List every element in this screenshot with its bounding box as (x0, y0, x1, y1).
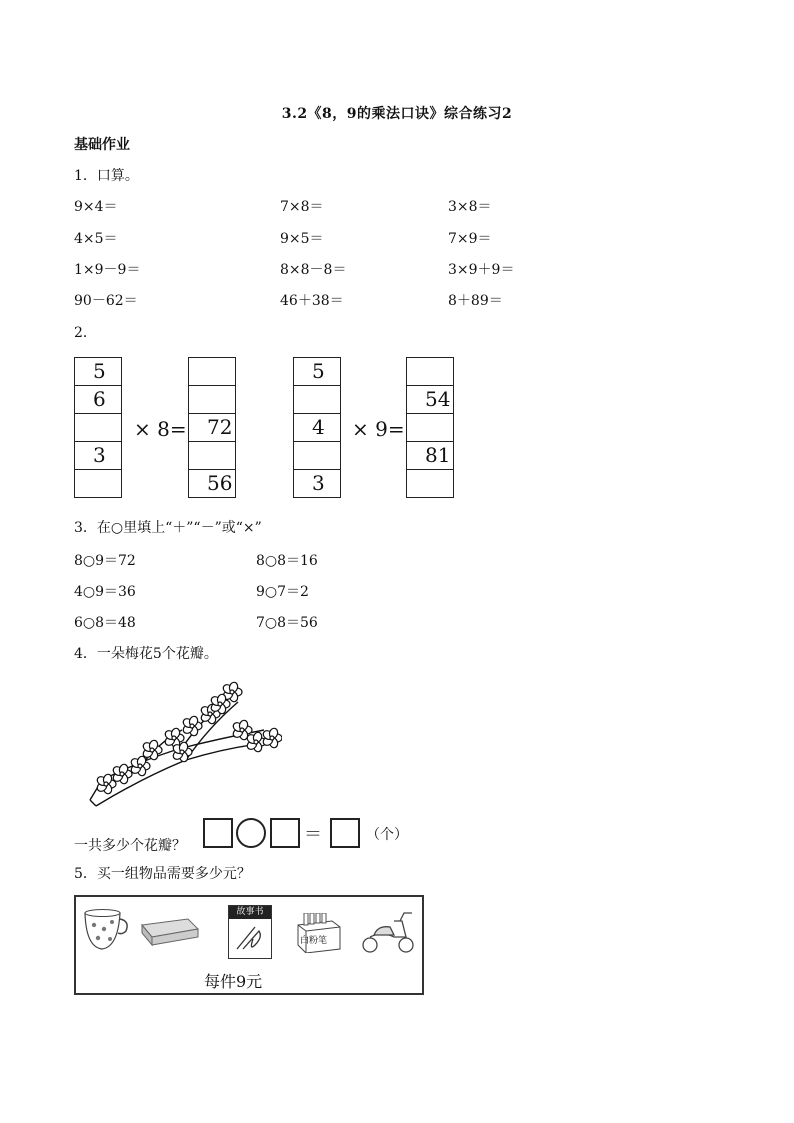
flower-center (240, 728, 244, 732)
q2-right-output-stack (406, 357, 454, 498)
q1-item: 46＋38＝ (280, 293, 344, 309)
q2-right-input-stack (293, 357, 341, 498)
stack-cell[interactable] (189, 358, 235, 386)
stack-cell: 3 (75, 442, 121, 470)
flower-center (270, 736, 274, 740)
q2-left-operator: × 8= (134, 417, 187, 441)
q2-label: 2． (74, 325, 97, 341)
q1-item: 7×9＝ (448, 231, 492, 247)
q4-label: 4．一朵梅花5个花瓣。 (74, 646, 218, 662)
stack-cell[interactable] (75, 414, 121, 442)
q1-item: 3×8＝ (448, 199, 492, 215)
stack-cell: 54 (407, 386, 453, 414)
page-title: 3.2《8，9的乘法口诀》综合练习2 (281, 106, 513, 122)
stack-cell[interactable] (407, 470, 453, 497)
q5-label: 5．买一组物品需要多少元？ (74, 866, 251, 882)
stack-cell[interactable] (189, 386, 235, 414)
q1-item: 9×4＝ (74, 199, 118, 215)
chalk-box-label: 白粉笔 (300, 936, 328, 946)
chalk-box-icon (296, 913, 342, 953)
q2-left-output-stack (188, 357, 236, 498)
q2-left-input-stack (74, 357, 122, 498)
flower-center (180, 750, 184, 754)
q4-question: 一共多少个花瓣？ (74, 838, 186, 854)
q3-item: 8○9＝72 (74, 553, 136, 569)
stack-cell: 81 (407, 442, 453, 470)
stack-cell: 4 (294, 414, 340, 442)
equals-sign: ＝ (304, 824, 322, 845)
teacup-icon (82, 907, 132, 953)
goods-panel (74, 895, 424, 995)
q1-item: 8×8－8＝ (280, 262, 347, 278)
pencil-case-icon (138, 915, 200, 947)
answer-box-result[interactable] (330, 818, 360, 848)
flower-center (138, 764, 142, 768)
storybook-pen-drawing (229, 919, 269, 955)
stack-cell[interactable] (407, 358, 453, 386)
stack-cell: 6 (75, 386, 121, 414)
operator-circle[interactable] (236, 818, 266, 848)
unit-label: （个） (366, 827, 408, 843)
storybook-icon (228, 905, 272, 959)
flower-center (218, 702, 222, 706)
flower-center (254, 740, 258, 744)
price-label: 每件9元 (204, 972, 263, 991)
answer-box-1[interactable] (203, 818, 233, 848)
q1-item: 8＋89＝ (448, 293, 503, 309)
storybook-title: 故事书 (229, 906, 271, 919)
flower-center (172, 736, 176, 740)
q1-label: 1．口算。 (74, 168, 139, 184)
stack-cell[interactable] (407, 414, 453, 442)
q3-item: 8○8＝16 (256, 553, 318, 569)
stack-cell: 72 (189, 414, 235, 442)
flower-center (104, 782, 108, 786)
stack-cell: 3 (312, 471, 325, 495)
q1-item: 3×9＋9＝ (448, 262, 515, 278)
q3-item: 4○9＝36 (74, 584, 136, 600)
q1-item: 4×5＝ (74, 231, 118, 247)
q3-item: 7○8＝56 (256, 615, 318, 631)
stack-cell[interactable] (294, 442, 340, 470)
q1-item: 9×5＝ (280, 231, 324, 247)
q3-item: 6○8＝48 (74, 615, 136, 631)
q1-item: 90－62＝ (74, 293, 138, 309)
stack-cell[interactable] (75, 470, 121, 497)
q3-item: 9○7＝2 (256, 584, 309, 600)
q1-item: 7×8＝ (280, 199, 324, 215)
q3-label: 3．在○里填上“＋”“－”或“×” (74, 520, 262, 536)
flower-center (190, 724, 194, 728)
flower-center (230, 690, 234, 694)
answer-box-2[interactable] (270, 818, 300, 848)
section-heading: 基础作业 (74, 137, 130, 153)
stack-cell: 5 (294, 358, 340, 386)
toy-scooter-icon (360, 907, 416, 955)
stack-cell: 5 (75, 358, 121, 386)
q1-item: 1×9－9＝ (74, 262, 141, 278)
flower-center (208, 712, 212, 716)
stack-cell[interactable] (294, 386, 340, 414)
plum-blossom-branch-illustration (82, 668, 282, 808)
flower-center (120, 772, 124, 776)
flower-center (150, 748, 154, 752)
stack-cell: 56 (207, 471, 233, 495)
stack-cell[interactable] (189, 442, 235, 470)
q2-right-operator: × 9= (352, 417, 405, 441)
